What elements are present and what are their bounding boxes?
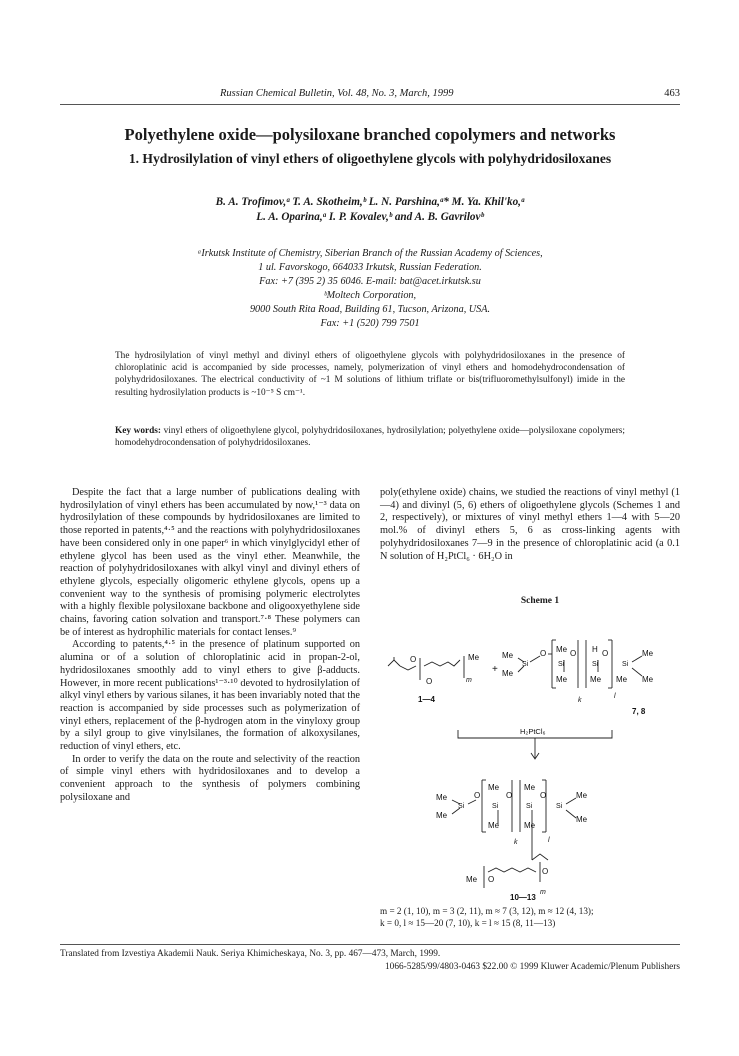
scheme-label: Scheme 1 <box>520 596 560 606</box>
author-line: B. A. Trofimov,ᵃ T. A. Skotheim,ᵇ L. N. Parshina,ᵃ* M. Ya. Khil'ko,ᵃ <box>215 196 525 208</box>
si-label: Si <box>622 661 629 668</box>
oxygen-label: O <box>540 791 547 800</box>
me-label: Me <box>488 821 500 830</box>
author-list <box>60 195 680 225</box>
index-k: k <box>514 839 518 846</box>
me-label: Me <box>616 675 628 684</box>
plus-sign: + <box>492 664 498 675</box>
me-label: Me <box>468 653 480 662</box>
affiliation-line: Fax: +7 (395 2) 35 6046. E-mail: bat@acet.irkutsk.su <box>259 276 481 287</box>
affiliation-line: ᵇMoltech Corporation, <box>323 290 417 301</box>
caption-line: k = 0, l ≈ 15—20 (7, 10), k = l ≈ 15 (8, 11—13) <box>380 918 556 928</box>
caption-line: m = 2 (1, 10), m = 3 (2, 11), m ≈ 7 (3, 12), m ≈ 12 (4, 13); <box>380 906 594 916</box>
author-line: L. A. Oparina,ᵃ I. P. Kovalev,ᵇ and A. B. Gavrilovᵇ <box>256 211 484 223</box>
body-column-right <box>380 487 680 563</box>
me-label: Me <box>488 783 500 792</box>
me-label: Me <box>436 793 448 802</box>
me-label: Me <box>576 791 588 800</box>
affiliation-line: ᵃIrkutsk Institute of Chemistry, Siberian Branch of the Russian Academy of Sciences, <box>197 248 543 259</box>
index-m: m <box>466 677 472 684</box>
me-label: Me <box>436 811 448 820</box>
publisher-line: 1066-5285/99/4803-0463 $22.00 © 1999 Kluwer Academic/Plenum Publishers <box>385 962 680 972</box>
keywords-label: Key words: <box>115 426 161 436</box>
me-label: Me <box>642 675 654 684</box>
me-label: Me <box>576 815 588 824</box>
si-label: Si <box>556 803 563 810</box>
index-l: l <box>548 837 550 844</box>
paragraph: poly(ethylene oxide) chains, we studied the reactions of vinyl methyl (1—4) and divinyl (5, 6) ethers of oligoethylene glycols (Schemes 1 and 2, respectively), or mixtures of vinyl methyl ethers 1—4 with 5—20 mol.% of divinyl ethers 5, 6 as cross-linking agents with polyhydridosiloxanes 7—9 in the presence of chloroplatinic acid (a 0.1 N solution of H₂PtCl₆ · 6H₂O in <box>380 487 680 562</box>
scheme-svg <box>380 610 680 900</box>
oxygen-label: O <box>426 677 433 686</box>
scheme-caption <box>380 905 680 929</box>
journal-citation: Russian Chemical Bulletin, Vol. 48, No. 3, March, 1999 <box>220 88 454 99</box>
header-rule <box>60 104 680 105</box>
scheme-1-diagram <box>380 610 680 900</box>
oxygen-label: O <box>506 791 513 800</box>
me-label: Me <box>502 651 514 660</box>
index-k: k <box>578 697 582 704</box>
paper-title: Polyethylene oxide—polysiloxane branched copolymers and networks <box>124 125 616 144</box>
paper-subtitle: 1. Hydrosilylation of vinyl ethers of oligoethylene glycols with polyhydridosiloxanes <box>128 151 612 166</box>
me-label: Me <box>642 649 654 658</box>
index-m: m <box>540 889 546 896</box>
translation-note: Translated from Izvestiya Akademii Nauk. Seriya Khimicheskaya, No. 3, pp. 467—473, March, 1999. <box>60 949 441 959</box>
si-label: Si <box>592 661 599 668</box>
me-label: Me <box>466 875 478 884</box>
si-label: Si <box>458 803 465 810</box>
keywords <box>115 425 625 449</box>
hydrogen-label: H <box>592 645 598 654</box>
compound-7-8-label: 7, 8 <box>632 707 646 716</box>
paragraph: In order to verify the data on the route and selectivity of the reaction of simple vinyl ethers with hydridosiloxanes and to develop a convenient approach to the synthesis of polymers combining polysiloxane and <box>60 753 360 803</box>
affiliations <box>60 247 680 331</box>
me-label: Me <box>590 675 602 684</box>
index-l: l <box>614 693 616 700</box>
si-label: Si <box>558 661 565 668</box>
paragraph: Despite the fact that a large number of publications dealing with hydrosilylation of vinyl ethers has been accumulated by now,¹⁻³ data on hydrosilylation of these compounds by hydridosiloxanes are limited to those reported in patents,⁴·⁵ and the reactions with polyhydridosiloxanes have been considered only in one paper⁶ in which vinylglycidyl ether of ethylene glycol has been used as the vinyl ether. Meanwhile, the reaction of polyhydridosiloxanes with alkyl vinyl and divinyl ethers of ethylene glycols, especially oligomeric ethylene glycols, opens up a convenient way to the synthesis of promising polymeric electrolytes with a highly flexible polysiloxane backbone and oligooxyethylene side chains, favoring cation solvation and transport.⁷·⁸ These polymers can be of interest as hydrophilic materials for contact lenses.⁹ <box>60 487 360 638</box>
si-label: Si <box>526 803 533 810</box>
oxygen-label: O <box>570 649 577 658</box>
oxygen-label: O <box>542 867 549 876</box>
oxygen-label: O <box>474 791 481 800</box>
affiliation-line: 9000 South Rita Road, Building 61, Tucson, Arizona, USA. <box>249 304 491 315</box>
me-label: Me <box>556 645 568 654</box>
paragraph: According to patents,⁴·⁵ in the presence of platinum supported on alumina or of a solution of chloroplatinic acid in propan-2-ol, hydridosiloxanes smoothly add to vinyl ethers to give β-adducts. However, in more recent publications¹⁻³·¹⁰ devoted to hydrosilylation of alkyl vinyl ethers by various silanes, it has been invariably noted that the reaction is accompanied by side processes such as polymerization of vinyl ethers, replacement of the β-hydrogen atom in the vinyloxy group by a silyl group to give vinylsilanes, the formation of alkoxysilanes, reduction of vinyl ethers, etc. <box>60 639 360 753</box>
abstract: The hydrosilylation of vinyl methyl and divinyl ethers of oligoethylene glycols with polyhydridosiloxanes in the presence of chloroplatinic acid is accompanied by side processes, namely, polymerization of vinyl ethers and homodehydrocondensation of polyhydridosiloxanes. The electrical conductivity of ~1 M solutions of lithium triflate or bis(trifluoromethylsulfonyl) imide in the resulting hydrosilylation products is ~10⁻⁵ S cm⁻¹. <box>115 351 625 398</box>
oxygen-label: O <box>602 649 609 658</box>
me-label: Me <box>524 821 536 830</box>
me-label: Me <box>502 669 514 678</box>
keywords-text: vinyl ethers of oligoethylene glycol, polyhydridosiloxanes, hydrosilylation; polyethylene oxide—polysiloxane copolymers; homodehydrocondensation of polyhydridosiloxanes. <box>115 426 625 449</box>
reagent-label: H₂PtCl₆ <box>520 727 546 736</box>
oxygen-label: O <box>488 875 495 884</box>
compound-1-4-label: 1—4 <box>418 695 435 704</box>
footer-rule <box>60 944 680 945</box>
body-column-left <box>60 487 360 805</box>
oxygen-label: O <box>410 655 417 664</box>
si-label: Si <box>492 803 499 810</box>
compound-10-13-label: 10—13 <box>510 893 536 900</box>
page-number: 463 <box>664 88 680 99</box>
me-label: Me <box>524 783 536 792</box>
affiliation-line: Fax: +1 (520) 799 7501 <box>320 318 420 329</box>
oxygen-label: O <box>540 649 547 658</box>
me-label: Me <box>556 675 568 684</box>
affiliation-line: 1 ul. Favorskogo, 664033 Irkutsk, Russian Federation. <box>258 262 482 273</box>
si-label: Si <box>522 661 529 668</box>
